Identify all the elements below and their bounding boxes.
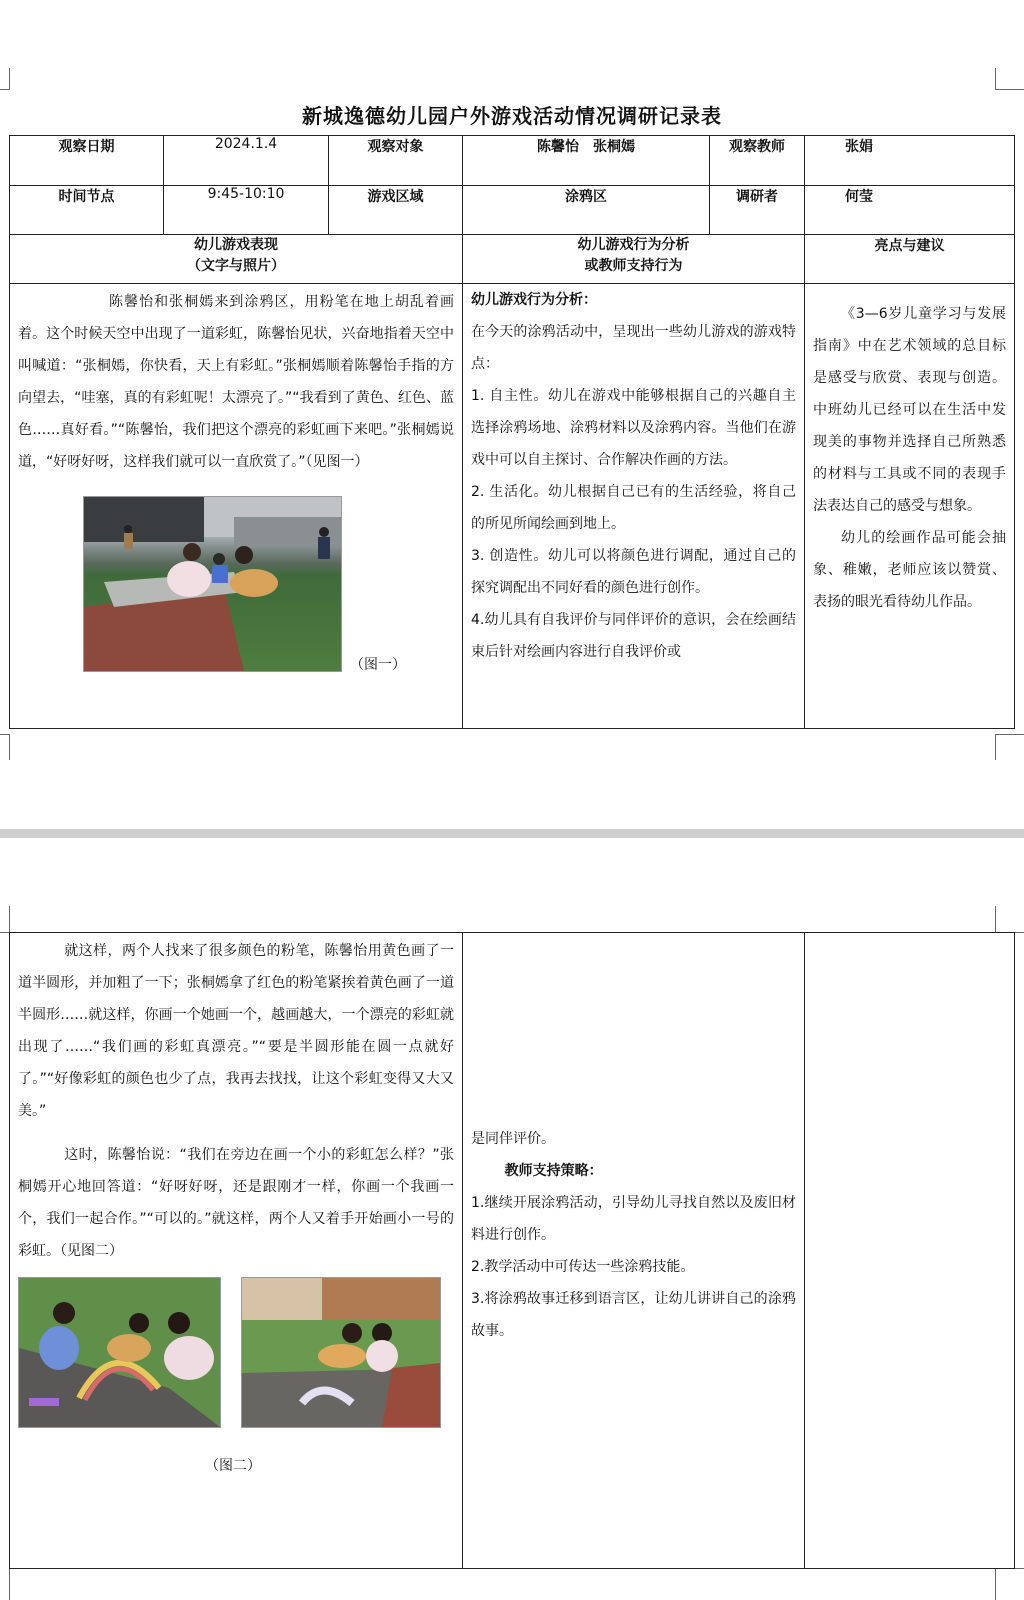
suggestion-paragraph: 《3—6岁儿童学习与发展指南》中在艺术领域的总目标是感受与欣赏、表现与创造。中班幼儿已经可以在生活中发现美的事物并选择自己所熟悉的材料与工具或不同的表现手法表达自己的感受与想象。 [813, 306, 1006, 514]
narrative-page1: 陈馨怡和张桐嫣来到涂鸦区，用粉笔在地上胡乱着画着。这个时候天空中出现了一道彩虹，陈馨怡见状，兴奋地指着天空中叫喊道：“张桐嫣，你快看，天上有彩虹。”张桐嫣顺着陈馨怡手指的方向望去，“哇塞，真的有彩虹呢！太漂亮了。”“我看到了黄色、红色、蓝色……真好看。”“陈馨怡，我们把这个漂亮的彩虹画下来吧。”张桐嫣说道，“好呀好呀，这样我们就可以一直欣赏了。”（见图一） [18, 294, 454, 470]
record-table-page1 [9, 135, 1015, 729]
analysis-intro: 在今天的涂鸦活动中，呈现出一些幼儿游戏的游戏特点： [471, 324, 796, 372]
crop-mark [9, 906, 11, 932]
column-header-performance [10, 235, 463, 284]
analysis-continued: 是同伴评价。 [471, 1131, 555, 1147]
crop-mark [0, 89, 9, 91]
crop-mark [0, 932, 9, 934]
photo-figure2-right-illustration [242, 1278, 440, 1427]
teacher-label: 观察教师 [710, 136, 805, 186]
researcher-value: 何莹 [805, 186, 1015, 235]
column-header-analysis-line2: 或教师支持行为 [584, 258, 683, 274]
crop-mark [995, 89, 1024, 91]
target-label: 观察对象 [329, 136, 463, 186]
page-separator [0, 829, 1024, 838]
analysis-heading: 幼儿游戏行为分析： [471, 292, 597, 308]
photo-figure2-left [18, 1277, 221, 1428]
figure2-caption: （图二） [205, 1458, 261, 1474]
suggestions-cell-page2 [805, 933, 1015, 1569]
record-table-page2 [9, 932, 1015, 1569]
strategy-item: 3.将涂鸦故事迁移到语言区，让幼儿讲讲自己的涂鸦故事。 [471, 1291, 796, 1339]
photo-figure1 [83, 496, 342, 672]
column-header-performance-line1: 幼儿游戏表现 [194, 237, 278, 253]
column-header-analysis-line1: 幼儿游戏行为分析 [577, 237, 690, 253]
date-value: 2024.1.4 [164, 136, 329, 186]
photo-figure2-left-illustration [19, 1278, 220, 1427]
suggestion-paragraph: 幼儿的绘画作品可能会抽象、稚嫩，老师应该以赞赏、表扬的眼光看待幼儿作品。 [813, 530, 1006, 610]
analysis-item: 4.幼儿具有自我评价与同伴评价的意识，会在绘画结束后针对绘画内容进行自我评价或 [471, 612, 796, 660]
area-value: 涂鸦区 [463, 186, 710, 235]
photo-figure2-right [241, 1277, 441, 1428]
analysis-cell-page2 [463, 933, 805, 1569]
target-value: 陈馨怡 张桐嫣 [463, 136, 710, 186]
analysis-item: 3. 创造性。幼儿可以将颜色进行调配，通过自己的探究调配出不同好看的颜色进行创作。 [471, 548, 796, 596]
narrative-page2-p2: 这时，陈馨怡说：“我们在旁边在画一个小的彩虹怎么样？”张桐嫣开心地回答道：“好呀好呀，还是跟刚才一样，你画一个我画一个，我们一起合作。”“可以的。”就这样，两个人又着手开始画小一号的彩虹。（见图二） [18, 1147, 454, 1259]
crop-mark [995, 68, 997, 90]
figure1-caption: （图一） [350, 657, 406, 673]
crop-mark [995, 1568, 997, 1600]
strategy-item: 1.继续开展涂鸦活动，引导幼儿寻找自然以及废旧材料进行创作。 [471, 1195, 796, 1243]
analysis-item: 1. 自主性。幼儿在游戏中能够根据自己的兴趣自主选择涂鸦场地、涂鸦材料以及涂鸦内容。当他们在游戏中可以自主探讨、合作解决作画的方法。 [471, 388, 796, 468]
crop-mark [995, 734, 1024, 736]
area-label: 游戏区域 [329, 186, 463, 235]
crop-mark [995, 906, 997, 932]
photo-figure1-illustration [84, 497, 341, 671]
strategy-item: 2.教学活动中可传达一些涂鸦技能。 [471, 1259, 695, 1275]
teacher-value: 张娟 [805, 136, 1015, 186]
document-title: 新城逸德幼儿园户外游戏活动情况调研记录表 [302, 104, 722, 128]
narrative-page2-p1: 就这样，两个人找来了很多颜色的粉笔，陈馨怡用黄色画了一道半圆形，并加粗了一下；张桐嫣拿了红色的粉笔紧挨着黄色画了一道半圆形……就这样，你画一个她画一个，越画越大，一个漂亮的彩虹就出现了……“我们画的彩虹真漂亮。”“要是半圆形能在圆一点就好了。”“好像彩虹的颜色也少了点，我再去找找，让这个彩虹变得又大又美。” [18, 943, 454, 1119]
analysis-item: 2. 生活化。幼儿根据自己已有的生活经验，将自己的所见所闻绘画到地上。 [471, 484, 796, 532]
analysis-cell-page1 [463, 284, 805, 729]
strategy-heading: 教师支持策略： [504, 1163, 603, 1179]
column-header-suggestions: 亮点与建议 [805, 235, 1015, 284]
crop-mark [9, 734, 11, 760]
performance-cell-page1 [10, 284, 463, 729]
date-label: 观察日期 [10, 136, 164, 186]
time-value: 9:45-10:10 [164, 186, 329, 235]
crop-mark [9, 68, 11, 90]
suggestions-cell-page1 [805, 284, 1015, 729]
crop-mark [9, 1568, 11, 1600]
researcher-label: 调研者 [710, 186, 805, 235]
column-header-performance-line2: （文字与照片） [187, 258, 285, 274]
crop-mark [0, 734, 9, 736]
time-label: 时间节点 [10, 186, 164, 235]
column-header-analysis [463, 235, 805, 284]
performance-cell-page2 [10, 933, 463, 1569]
crop-mark [995, 734, 997, 760]
